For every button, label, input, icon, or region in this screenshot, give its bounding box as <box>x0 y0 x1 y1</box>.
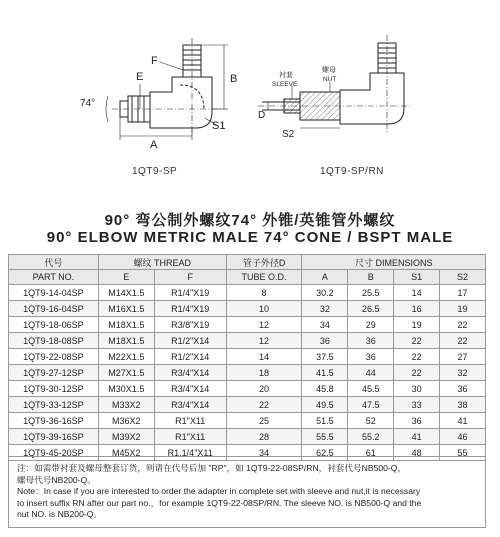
note-line-4: to insert suffix RN after our part no.，for example 1QT9-22-08SP/RN. The sleeve NO. is NB500-Q and the <box>17 497 422 508</box>
label-nut-en: NUT <box>323 76 337 83</box>
table-cell: 34 <box>302 317 348 333</box>
table-cell: 26.5 <box>348 301 394 317</box>
table-cell: 36 <box>394 413 440 429</box>
table-cell: M14X1.5 <box>98 285 154 301</box>
table-cell: 41 <box>440 413 486 429</box>
table-cell: 25.5 <box>348 285 394 301</box>
header-b: B <box>348 270 394 285</box>
table-cell: 29 <box>348 317 394 333</box>
table-cell: M18X1.5 <box>98 317 154 333</box>
table-cell: 47.5 <box>348 397 394 413</box>
header-tube-od: TUBE O.D. <box>226 270 302 285</box>
table-row <box>9 429 486 445</box>
table-cell: 14 <box>226 349 302 365</box>
table-cell: 51.5 <box>302 413 348 429</box>
table-cell: R3/4"X14 <box>154 381 226 397</box>
technical-drawings <box>0 0 500 195</box>
header-dimensions: 尺寸 DIMENSIONS <box>302 255 486 270</box>
table-row <box>9 333 486 349</box>
table-row <box>9 349 486 365</box>
table-cell: 49.5 <box>302 397 348 413</box>
header-s2: S2 <box>440 270 486 285</box>
table-cell: 36 <box>440 381 486 397</box>
table-cell: 10 <box>226 301 302 317</box>
table-row <box>9 413 486 429</box>
drawing-caption-sp-rn: 1QT9-SP/RN <box>320 166 384 177</box>
table-cell: 48 <box>394 445 440 461</box>
table-cell: 36 <box>302 333 348 349</box>
table-cell: 1QT9-36-16SP <box>9 413 99 429</box>
order-note <box>8 456 486 528</box>
table-cell: 45.8 <box>302 381 348 397</box>
table-cell: 18 <box>226 365 302 381</box>
table-cell: 36 <box>348 333 394 349</box>
label-e: E <box>136 71 144 83</box>
note-line-3: Note：In case if you are interested to order the adapter in complete set with sleeve and nut,it is necessary <box>17 486 421 496</box>
table-cell: R1/4"X19 <box>154 301 226 317</box>
table-row <box>9 381 486 397</box>
table-cell: 32 <box>302 301 348 317</box>
table-cell: 55 <box>440 445 486 461</box>
table-cell: 1QT9-33-12SP <box>9 397 99 413</box>
table-cell: 1QT9-45-20SP <box>9 445 99 461</box>
table-cell: 22 <box>440 333 486 349</box>
label-s2: S2 <box>282 129 295 140</box>
label-f: F <box>151 55 158 67</box>
table-cell: M45X2 <box>98 445 154 461</box>
label-s1: S1 <box>212 120 226 132</box>
header-code: 代号 <box>9 255 99 270</box>
table-cell: 17 <box>440 285 486 301</box>
note-line-5: nut NO. is NB200-Q。 <box>17 509 103 519</box>
table-cell: R1"X11 <box>154 429 226 445</box>
table-cell: 30.2 <box>302 285 348 301</box>
table-cell: 33 <box>394 397 440 413</box>
table-cell: 41.5 <box>302 365 348 381</box>
table-cell: 28 <box>226 429 302 445</box>
label-b: B <box>230 73 238 85</box>
table-body <box>9 285 486 461</box>
table-cell: 1QT9-18-06SP <box>9 317 99 333</box>
table-cell: M39X2 <box>98 429 154 445</box>
table-cell: R1/4"X19 <box>154 285 226 301</box>
table-row <box>9 285 486 301</box>
table-cell: 27 <box>440 349 486 365</box>
table-cell: 1QT9-18-08SP <box>9 333 99 349</box>
table-cell: 12 <box>226 317 302 333</box>
table-header-top <box>9 255 486 270</box>
table-cell: M16X1.5 <box>98 301 154 317</box>
label-a: A <box>150 139 158 151</box>
table-cell: 38 <box>440 397 486 413</box>
table-cell: 41 <box>394 429 440 445</box>
elbow-drawing-sp <box>106 38 228 140</box>
table-cell: 14 <box>394 285 440 301</box>
table-cell: 1QT9-16-04SP <box>9 301 99 317</box>
table-cell: 8 <box>226 285 302 301</box>
table-cell: R3/4"X14 <box>154 365 226 381</box>
header-part-no: PART NO. <box>9 270 99 285</box>
table-cell: M27X1.5 <box>98 365 154 381</box>
label-sleeve-cn: 衬套 <box>279 72 293 79</box>
table-cell: 22 <box>226 397 302 413</box>
table-cell: 1QT9-30-12SP <box>9 381 99 397</box>
table-cell: M33X2 <box>98 397 154 413</box>
table-cell: 36 <box>348 349 394 365</box>
table-cell: M22X1.5 <box>98 349 154 365</box>
table-cell: 44 <box>348 365 394 381</box>
title-english: 90° ELBOW METRIC MALE 74° CONE / BSPT MALE <box>46 229 454 246</box>
note-line-2: 螺母代号NB200-Q。 <box>17 474 96 485</box>
table-cell: 1QT9-22-08SP <box>9 349 99 365</box>
table-cell: 22 <box>394 365 440 381</box>
table-cell: 37.5 <box>302 349 348 365</box>
label-angle: 74° <box>80 98 96 109</box>
table-cell: 30 <box>394 381 440 397</box>
table-cell: R3/8"X19 <box>154 317 226 333</box>
table-cell: 55.5 <box>302 429 348 445</box>
table-cell: 34 <box>226 445 302 461</box>
table-header-sub <box>9 270 486 285</box>
table-cell: R1/2"X14 <box>154 349 226 365</box>
table-cell: 25 <box>226 413 302 429</box>
table-cell: 46 <box>440 429 486 445</box>
table-row <box>9 365 486 381</box>
table-cell: 20 <box>226 381 302 397</box>
table-row <box>9 317 486 333</box>
table-cell: 61 <box>348 445 394 461</box>
table-cell: M36X2 <box>98 413 154 429</box>
spec-table <box>8 254 486 461</box>
table-cell: 1QT9-27-12SP <box>9 365 99 381</box>
table-cell: 16 <box>394 301 440 317</box>
table-cell: 55.2 <box>348 429 394 445</box>
table-cell: 45.5 <box>348 381 394 397</box>
table-cell: 22 <box>394 333 440 349</box>
header-a: A <box>302 270 348 285</box>
table-cell: M18X1.5 <box>98 333 154 349</box>
table-cell: 19 <box>394 317 440 333</box>
table-cell: 22 <box>440 317 486 333</box>
drawing-caption-sp: 1QT9-SP <box>132 166 178 177</box>
table-cell: 52 <box>348 413 394 429</box>
label-nut-cn: 螺母 <box>322 67 336 74</box>
title-chinese: 90° 弯公制外螺纹74° 外锥/英锥管外螺纹 <box>104 212 396 229</box>
header-tube-od-cn: 管子外径D <box>226 255 302 270</box>
table-cell: R1"X11 <box>154 413 226 429</box>
table-row <box>9 397 486 413</box>
header-f: F <box>154 270 226 285</box>
table-cell: 62.5 <box>302 445 348 461</box>
note-line-1: 注：如需带衬套及螺母整套订货，则请在代号后加 "RP"，如 1QT9-22-08SP/RN，衬套代号NB500-Q， <box>17 463 407 473</box>
label-sleeve-en: SLEEVE <box>272 81 298 88</box>
table-cell: 22 <box>394 349 440 365</box>
table-cell: R1/2"X14 <box>154 333 226 349</box>
header-e: E <box>98 270 154 285</box>
table-cell: M30X1.5 <box>98 381 154 397</box>
table-cell: R3/4"X14 <box>154 397 226 413</box>
table-cell: 32 <box>440 365 486 381</box>
table-cell: 1QT9-39-16SP <box>9 429 99 445</box>
table-cell: 19 <box>440 301 486 317</box>
table-cell: R1.1/4"X11 <box>154 445 226 461</box>
table-row <box>9 301 486 317</box>
table-cell: 1QT9-14-04SP <box>9 285 99 301</box>
header-s1: S1 <box>394 270 440 285</box>
header-thread: 螺纹 THREAD <box>98 255 226 270</box>
label-d: D <box>258 110 266 121</box>
table-cell: 12 <box>226 333 302 349</box>
